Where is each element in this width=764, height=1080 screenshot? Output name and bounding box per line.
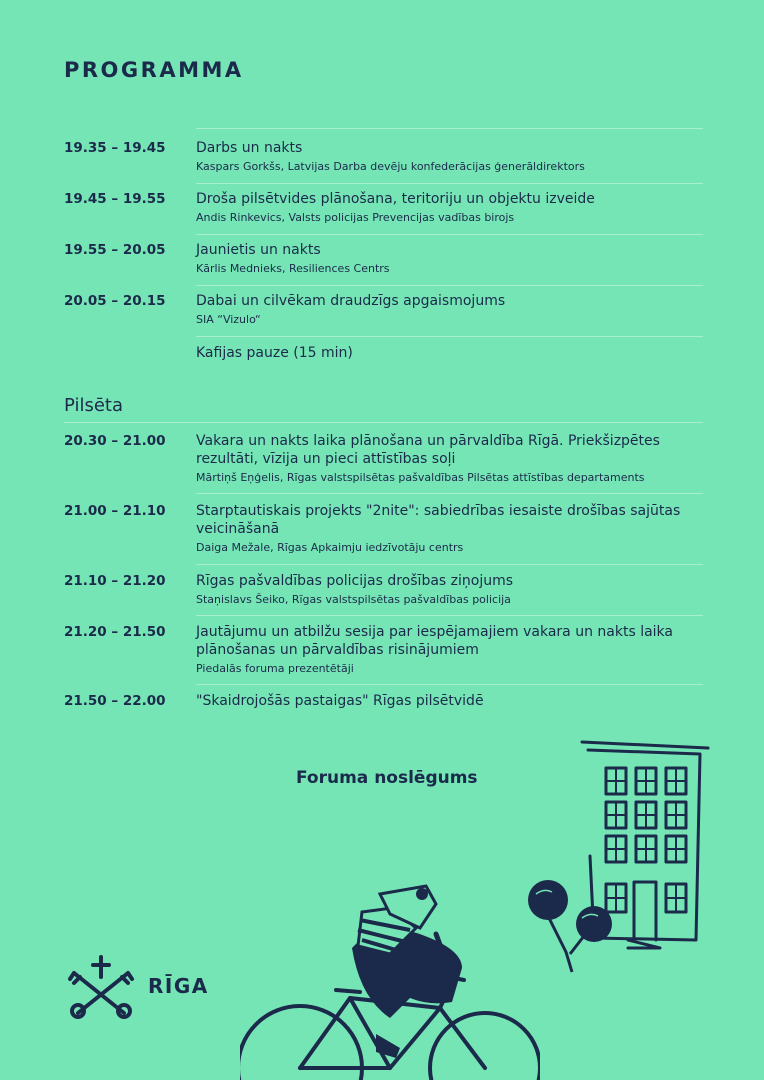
schedule-item (196, 190, 706, 225)
schedule-title: Jautājumu un atbilžu sesija par iespējamajiem vakara un nakts laika (196, 624, 673, 640)
cyclist-illustration (240, 868, 540, 1080)
schedule-title: Darbs un nakts (196, 140, 303, 156)
schedule-speaker: Kārlis Mednieks, Resiliences Centrs (196, 262, 390, 275)
divider (196, 128, 703, 129)
schedule-title: Vakara un nakts laika plānošana un pārvaldība Rīgā. Priekšizpētes (196, 433, 660, 449)
schedule-title: Droša pilsētvides plānošana, teritoriju un objektu izveide (196, 191, 595, 207)
schedule-time: 19.35 – 19.45 (64, 140, 166, 156)
schedule-title: Dabai un cilvēkam draudzīgs apgaismojums (196, 293, 506, 309)
schedule-time: 21.50 – 22.00 (64, 693, 166, 709)
schedule-time: 20.30 – 21.00 (64, 433, 166, 449)
schedule-item (196, 292, 706, 327)
coffee-break-label: Kafijas pauze (15 min) (196, 345, 353, 361)
schedule-title: veicināšanā (196, 521, 280, 537)
coffee-break (196, 344, 706, 362)
schedule-time: 19.55 – 20.05 (64, 242, 166, 258)
schedule-title: "Skaidrojošās pastaigas" Rīgas pilsētvidē (196, 693, 484, 709)
divider (64, 422, 703, 423)
schedule-speaker: Mārtiņš Eņģelis, Rīgas valstspilsētas pašvaldības Pilsētas attīstības departaments (196, 471, 645, 484)
schedule-item (196, 502, 706, 555)
schedule-speaker: SIA “Vizulo“ (196, 313, 261, 326)
schedule-title: Jaunietis un nakts (196, 242, 321, 258)
schedule-time: 21.20 – 21.50 (64, 624, 166, 640)
divider (196, 285, 703, 286)
schedule-item (196, 432, 706, 485)
schedule-title: Rīgas pašvaldības policijas drošības ziņojums (196, 573, 514, 589)
page-title: PROGRAMMA (64, 58, 244, 82)
schedule-time: 21.00 – 21.10 (64, 503, 166, 519)
schedule-speaker: Staņislavs Šeiko, Rīgas valstspilsētas pašvaldības policija (196, 593, 511, 606)
schedule-speaker: Andis Rinkevics, Valsts policijas Prevencijas vadības birojs (196, 211, 515, 224)
logo-text: RĪGA (148, 974, 209, 998)
schedule-title: plānošanas un pārvaldības risinājumiem (196, 642, 479, 658)
divider (196, 336, 703, 337)
schedule-speaker: Piedalās foruma prezentētāji (196, 662, 354, 675)
schedule-title: rezultāti, vīzija un pieci attīstības soļi (196, 451, 456, 467)
schedule-item (196, 241, 706, 276)
schedule-speaker: Kaspars Gorkšs, Latvijas Darba devēju konfederācijas ģenerāldirektors (196, 160, 585, 173)
section-heading: Pilsēta (64, 395, 124, 416)
schedule-item (196, 572, 706, 607)
schedule-time: 21.10 – 21.20 (64, 573, 166, 589)
divider (196, 493, 703, 494)
divider (196, 615, 703, 616)
schedule-item (196, 623, 706, 676)
schedule-item (196, 692, 706, 710)
divider (196, 234, 703, 235)
riga-keys-cross-logo (66, 955, 136, 1021)
closing-title: Foruma noslēgums (296, 768, 478, 788)
schedule-speaker: Daiga Mežale, Rīgas Apkaimju iedzīvotāju centrs (196, 541, 464, 554)
schedule-title: Starptautiskais projekts "2nite": sabiedrības iesaiste drošības sajūtas (196, 503, 681, 519)
schedule-time: 19.45 – 19.55 (64, 191, 166, 207)
schedule-time: 20.05 – 20.15 (64, 293, 166, 309)
divider (196, 684, 703, 685)
divider (196, 564, 703, 565)
divider (196, 183, 703, 184)
schedule-item (196, 139, 706, 174)
